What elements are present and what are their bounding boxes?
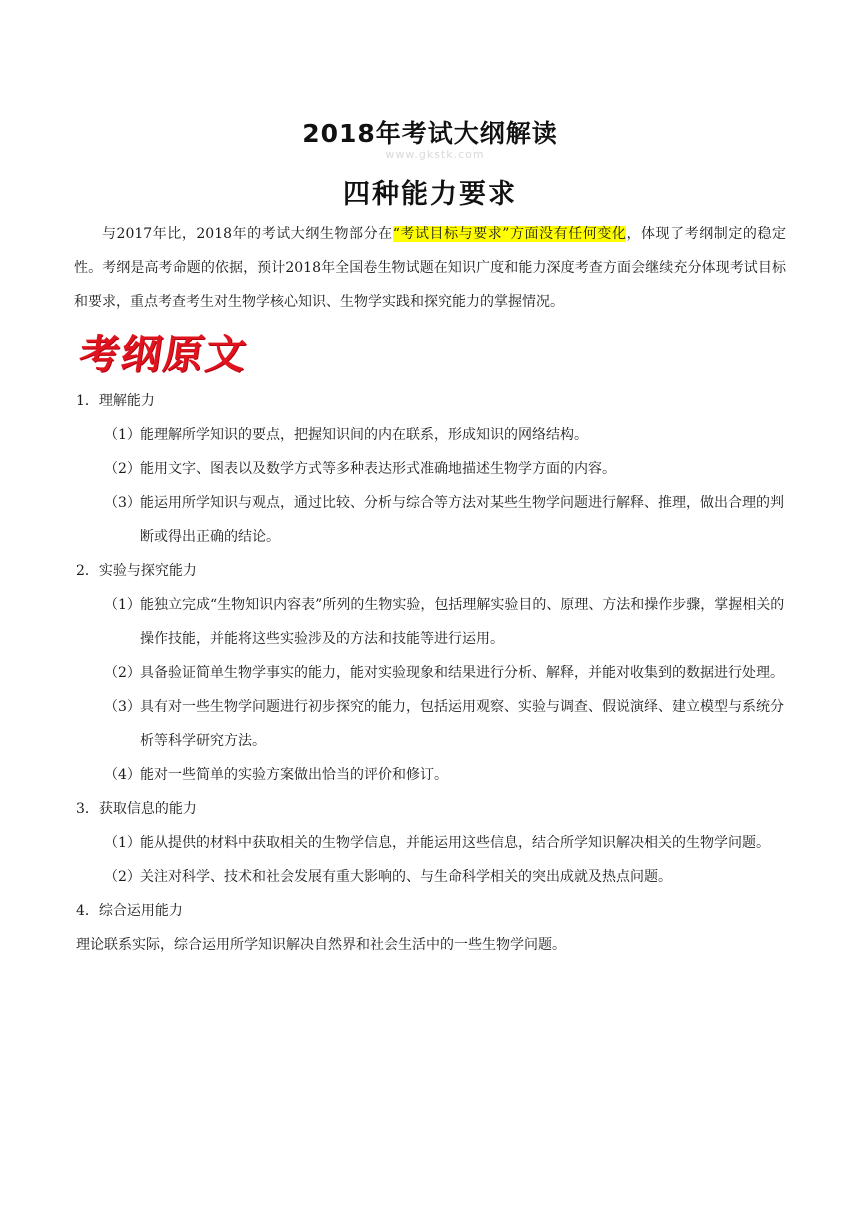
item-text: 能用文字、图表以及数学方式等多种表达形式准确地描述生物学方面的内容。: [140, 461, 616, 477]
section-title: 2．实验与探究能力: [76, 563, 197, 579]
section-title: 3．获取信息的能力: [76, 801, 197, 817]
section-title: 1．理解能力: [76, 393, 155, 409]
item-text: 能运用所学知识与观点，通过比较、分析与综合等方法对某些生物学问题进行解释、推理，做出合理的判断或得出正确的结论。: [140, 495, 784, 545]
item-number: （3）: [104, 699, 141, 715]
item-number: （4）: [104, 767, 141, 783]
list-item: [74, 656, 786, 690]
list-item: [74, 826, 786, 860]
item-number: （1）: [104, 427, 141, 443]
watermark: www.gkstk.com: [385, 148, 485, 161]
item-text: 能对一些简单的实验方案做出恰当的评价和修订。: [140, 767, 448, 783]
list-item: [74, 758, 786, 792]
intro-text-post: ，体现了考纲制定的稳定性。考纲是高考命题的依据，预计2018年全国卷生物试题在知识广度和能力深度考查方面会继续充分体现考试目标和要求，重点考查考生对生物学核心知识、生物学实践和探究能力的掌握情况。: [74, 226, 786, 310]
item-text: 能独立完成“生物知识内容表”所列的生物实验，包括理解实验目的、原理、方法和操作步骤，掌握相关的操作技能，并能将这些实验涉及的方法和技能等进行运用。: [140, 597, 785, 647]
list-item: [74, 418, 786, 452]
list-item: [74, 690, 786, 758]
list-item: [74, 860, 786, 894]
item-number: （3）: [104, 495, 141, 511]
item-text: 能理解所学知识的要点，把握知识间的内在联系，形成知识的网络结构。: [140, 427, 588, 443]
intro-text-pre: 与2017年比，2018年的考试大纲生物部分在: [102, 226, 393, 242]
item-text: 具有对一些生物学问题进行初步探究的能力，包括运用观察、实验与调查、假说演绎、建立模型与系统分析等科学研究方法。: [140, 699, 784, 749]
item-number: （2）: [104, 461, 141, 477]
item-number: （1）: [104, 597, 141, 613]
intro-paragraph: [74, 217, 786, 319]
section-banner: 考纲原文: [76, 331, 251, 378]
page-subtitle: 四种能力要求: [343, 179, 517, 210]
item-text: 关注对科学、技术和社会发展有重大影响的、与生命科学相关的突出成就及热点问题。: [140, 869, 672, 885]
item-text: 具备验证简单生物学事实的能力，能对实验现象和结果进行分析、解释，并能对收集到的数据进行处理。: [140, 665, 784, 681]
section-title: 4．综合运用能力: [76, 903, 183, 919]
list-item: [74, 486, 786, 554]
item-text: 能从提供的材料中获取相关的生物学信息，并能运用这些信息，结合所学知识解决相关的生物学问题。: [140, 835, 770, 851]
outline-content: [74, 384, 786, 962]
section-body: 理论联系实际，综合运用所学知识解决自然界和社会生活中的一些生物学问题。: [76, 937, 566, 953]
intro-highlight: “考试目标与要求”方面没有任何变化: [392, 226, 627, 242]
item-number: （2）: [104, 869, 141, 885]
list-item: [74, 452, 786, 486]
list-item: [74, 588, 786, 656]
item-number: （1）: [104, 835, 141, 851]
page-title: 2018年考试大纲解读: [302, 119, 558, 148]
item-number: （2）: [104, 665, 141, 681]
